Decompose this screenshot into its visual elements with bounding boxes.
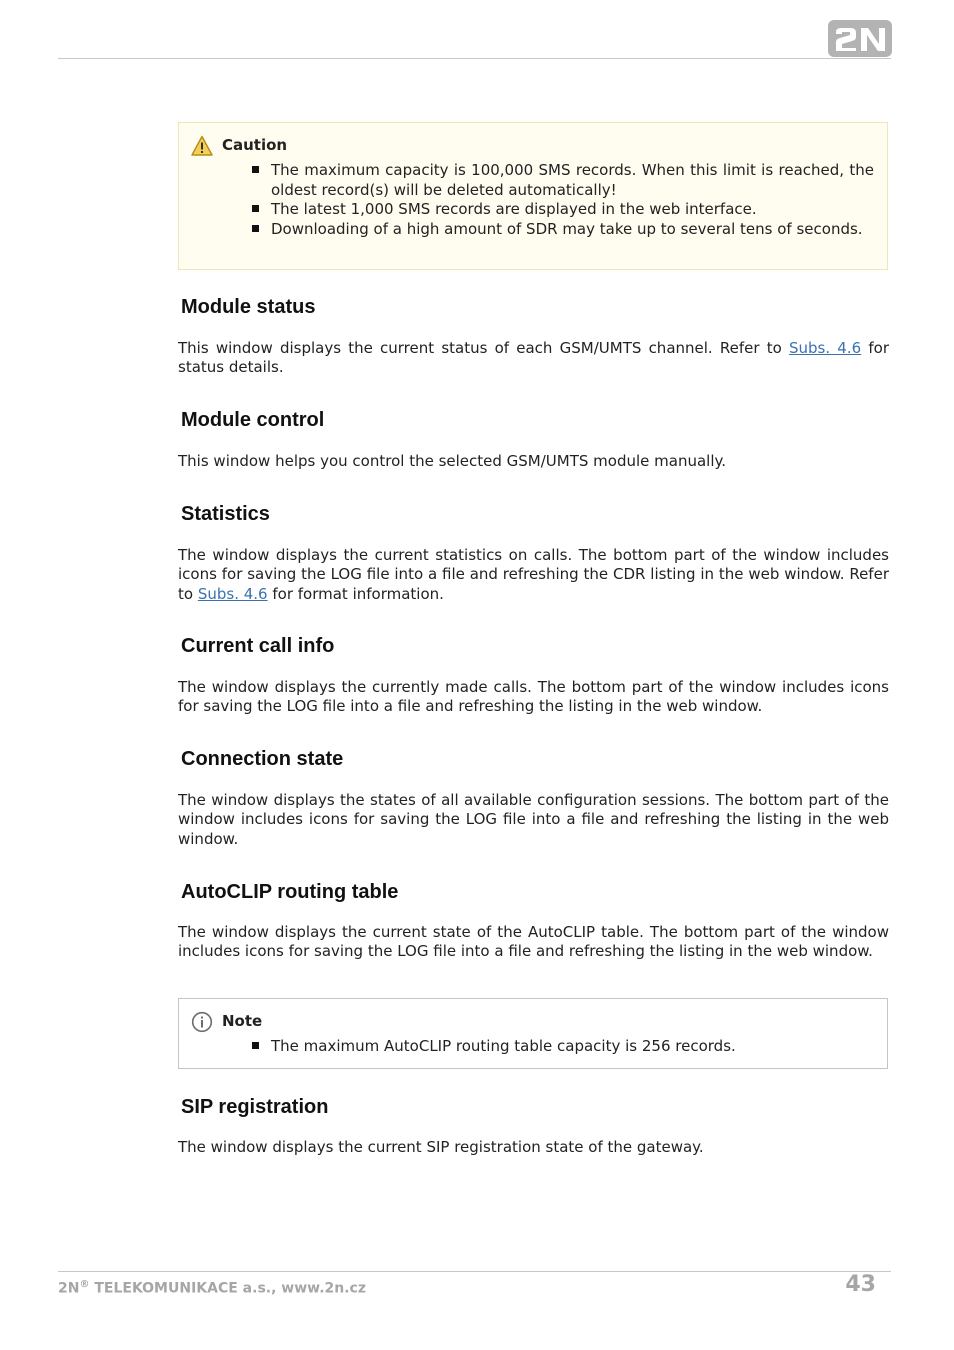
section-title-connection-state: Connection state bbox=[181, 748, 344, 770]
connection-state-text: The window displays the states of all available configuration sessions. The bottom part of the window includes icons for saving the LOG file into a file and refreshing the listing in the web window. bbox=[178, 791, 889, 848]
autoclip-text: The window displays the current state of the AutoCLIP table. The bottom part of the window includes icons for saving the LOG file into a file and refreshing the listing in the web window. bbox=[178, 923, 889, 961]
footer-company: 2N® TELEKOMUNIKACE a.s., www.2n.cz bbox=[58, 1279, 366, 1297]
section-title-module-status: Module status bbox=[181, 296, 316, 318]
section-title-statistics: Statistics bbox=[181, 503, 270, 525]
module-status-text: This window displays the current status of each GSM/UMTS channel. Refer to Subs. 4.6 for status details. bbox=[178, 339, 889, 377]
section-title-autoclip: AutoCLIP routing table bbox=[181, 881, 399, 903]
caution-list bbox=[271, 161, 874, 239]
subs-4-6-link[interactable]: Subs. 4.6 bbox=[788, 339, 862, 357]
caution-box bbox=[178, 122, 888, 270]
list-item: The maximum capacity is 100,000 SMS records. When this limit is reached, the oldest record(s) will be deleted automatically! bbox=[271, 161, 874, 199]
page-number: 43 bbox=[845, 1272, 876, 1297]
note-list bbox=[271, 1037, 874, 1057]
module-control-text: This window helps you control the selected GSM/UMTS module manually. bbox=[178, 452, 727, 470]
section-title-module-control: Module control bbox=[181, 409, 325, 431]
current-call-info-text: The window displays the currently made calls. The bottom part of the window includes icons for saving the LOG file into a file and refreshing the listing in the web window. bbox=[178, 678, 889, 716]
list-item: The latest 1,000 SMS records are displayed in the web interface. bbox=[271, 200, 874, 220]
sip-registration-text: The window displays the current SIP registration state of the gateway. bbox=[178, 1138, 704, 1156]
list-item: The maximum AutoCLIP routing table capacity is 256 records. bbox=[271, 1037, 874, 1057]
section-title-sip-registration: SIP registration bbox=[181, 1096, 329, 1118]
list-item: Downloading of a high amount of SDR may take up to several tens of seconds. bbox=[271, 220, 874, 240]
section-title-current-call-info: Current call info bbox=[181, 635, 335, 657]
statistics-text: The window displays the current statistics on calls. The bottom part of the window includes icons for saving the LOG file into a file and refreshing the CDR listing in the web window. Refer to Subs. 4.6 for format information. bbox=[178, 546, 889, 603]
subs-4-6-link[interactable]: Subs. 4.6 bbox=[197, 584, 268, 603]
caution-title: Caution bbox=[222, 136, 288, 154]
footer-divider bbox=[58, 1271, 891, 1272]
2n-logo-icon bbox=[828, 20, 892, 57]
warning-triangle-icon bbox=[191, 135, 213, 157]
header-divider bbox=[58, 58, 891, 59]
note-title: Note bbox=[222, 1012, 263, 1030]
info-circle-icon bbox=[191, 1011, 213, 1033]
note-box bbox=[178, 998, 888, 1069]
